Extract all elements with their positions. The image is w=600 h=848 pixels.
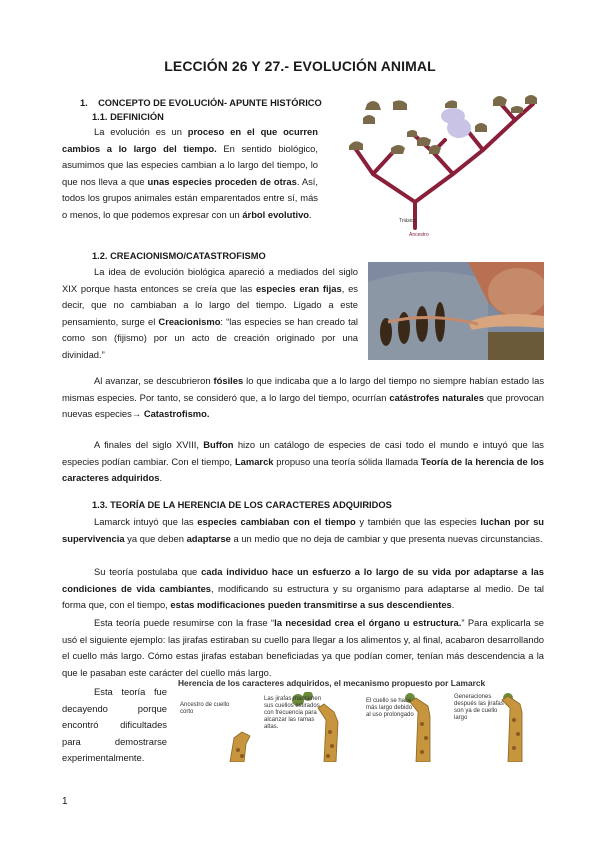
page-title: LECCIÓN 26 Y 27.- EVOLUCIÓN ANIMAL <box>164 58 436 74</box>
subheading-creacionismo: 1.2. CREACIONISMO/CATASTROFISMO <box>92 251 266 261</box>
giraffe-figure-caption: Herencia de los caracteres adquiridos, el mecanismo propuesto por Lamarck <box>178 678 486 688</box>
tree-label-triassic: Triásico <box>399 218 417 224</box>
tree-label-ancestor: Ancestro <box>409 232 429 238</box>
creation-painting-figure <box>368 262 544 360</box>
paragraph-definicion: La evolución es un proceso en el que ocurren cambios a lo largo del tiempo. En sentido biológico, asumimos que las especies cambian a lo largo del tiempo, lo que nos lleva a que unas especies proceden de otras. Así, todos los grupos animales están emparentados entre sí, más o menos, lo que podemos expresar con un árbol evolutivo. <box>62 126 319 220</box>
paragraph-lamarck-1: Lamarck intuyó que las especies cambiaban con el tiempo y también que las especies luchan por su supervivencia ya que deben adaptarse a un medio que no deja de cambiar y que presenta nuevas circunstancias. <box>62 516 545 544</box>
paragraph-lamarck-3: Esta teoría puede resumirse con la frase “la necesidad crea el órgano u estructura.” Para explicarla se usó el siguiente ejemplo: las jirafas estiraban su cuello para llegar a los alimentos y, al final, acabaron desarrollando el cuello más largo. Cómo estas jirafas estaban beneficiadas ya que podían comer, tenían más descendencia a la que le pasaban este carácter del cuello más largo. <box>62 617 544 678</box>
giraffe-figure <box>178 692 544 762</box>
giraffe-label-3: El cuello se hace más largo debido al uso prolongado <box>366 698 414 718</box>
giraffe-label-4: Generaciones después las jirafas son ya de cuello largo <box>454 694 504 721</box>
subheading-definicion: 1.1. DEFINICIÓN <box>92 112 164 122</box>
evolutionary-tree-illustration <box>333 90 545 240</box>
paragraph-fosiles: Al avanzar, se descubrieron fósiles lo que indicaba que a lo largo del tiempo no siempre habían estado las mismas especies. Por tanto, se consideró que, a lo largo del tiempo, ocurrían catástrofes naturales que provocan nuevas especies→ Catastrofismo. <box>62 375 545 420</box>
paragraph-buffon: A finales del siglo XVIII, Buffon hizo un catálogo de especies de casi todo el mundo e intuyó que las especies podían cambiar. Con el tiempo, Lamarck propuso una teoría sólida llamada Teoría de la herencia de los caracteres adquiridos. <box>62 439 544 484</box>
paragraph-creacionismo: La idea de evolución biológica apareció a mediados del siglo XIX porque hasta entonces se creía que las especies eran fijas, es decir, que no cambiaban a lo largo del tiempo. Ligado a este pensamiento, surge el Creacionismo: “las especies se han creado tal como son (fijismo) por un acto de creación originado por una divinidad.” <box>62 266 358 360</box>
evolution-creation-illustration <box>368 262 544 360</box>
section-heading-1: 1. CONCEPTO DE EVOLUCIÓN- APUNTE HISTÓRICO <box>80 98 322 108</box>
paragraph-lamarck-2: Su teoría postulaba que cada individuo hace un esfuerzo a lo largo de su vida por adaptarse a las condiciones de vida cambiantes, modificando su estructura y su organismo para adaptarse al medio. De tal forma que, con el tiempo, estas modificaciones pueden transmitirse a sus descendientes. <box>62 566 544 611</box>
paragraph-lamarck-4: Esta teoría fue decayendo porque encontró dificultades para demostrarse experimentalmente. <box>62 686 167 764</box>
evolutionary-tree-figure <box>333 90 545 240</box>
giraffe-label-1: Ancestro de cuello corto <box>180 702 230 715</box>
page-number: 1 <box>62 796 68 807</box>
giraffe-label-2: Las jirafas mantienen sus cuellos estirados con frecuencia para alcanzar las ramas altas. <box>264 696 322 730</box>
subheading-herencia: 1.3. TEORÍA DE LA HERENCIA DE LOS CARACTERES ADQUIRIDOS <box>92 500 392 510</box>
